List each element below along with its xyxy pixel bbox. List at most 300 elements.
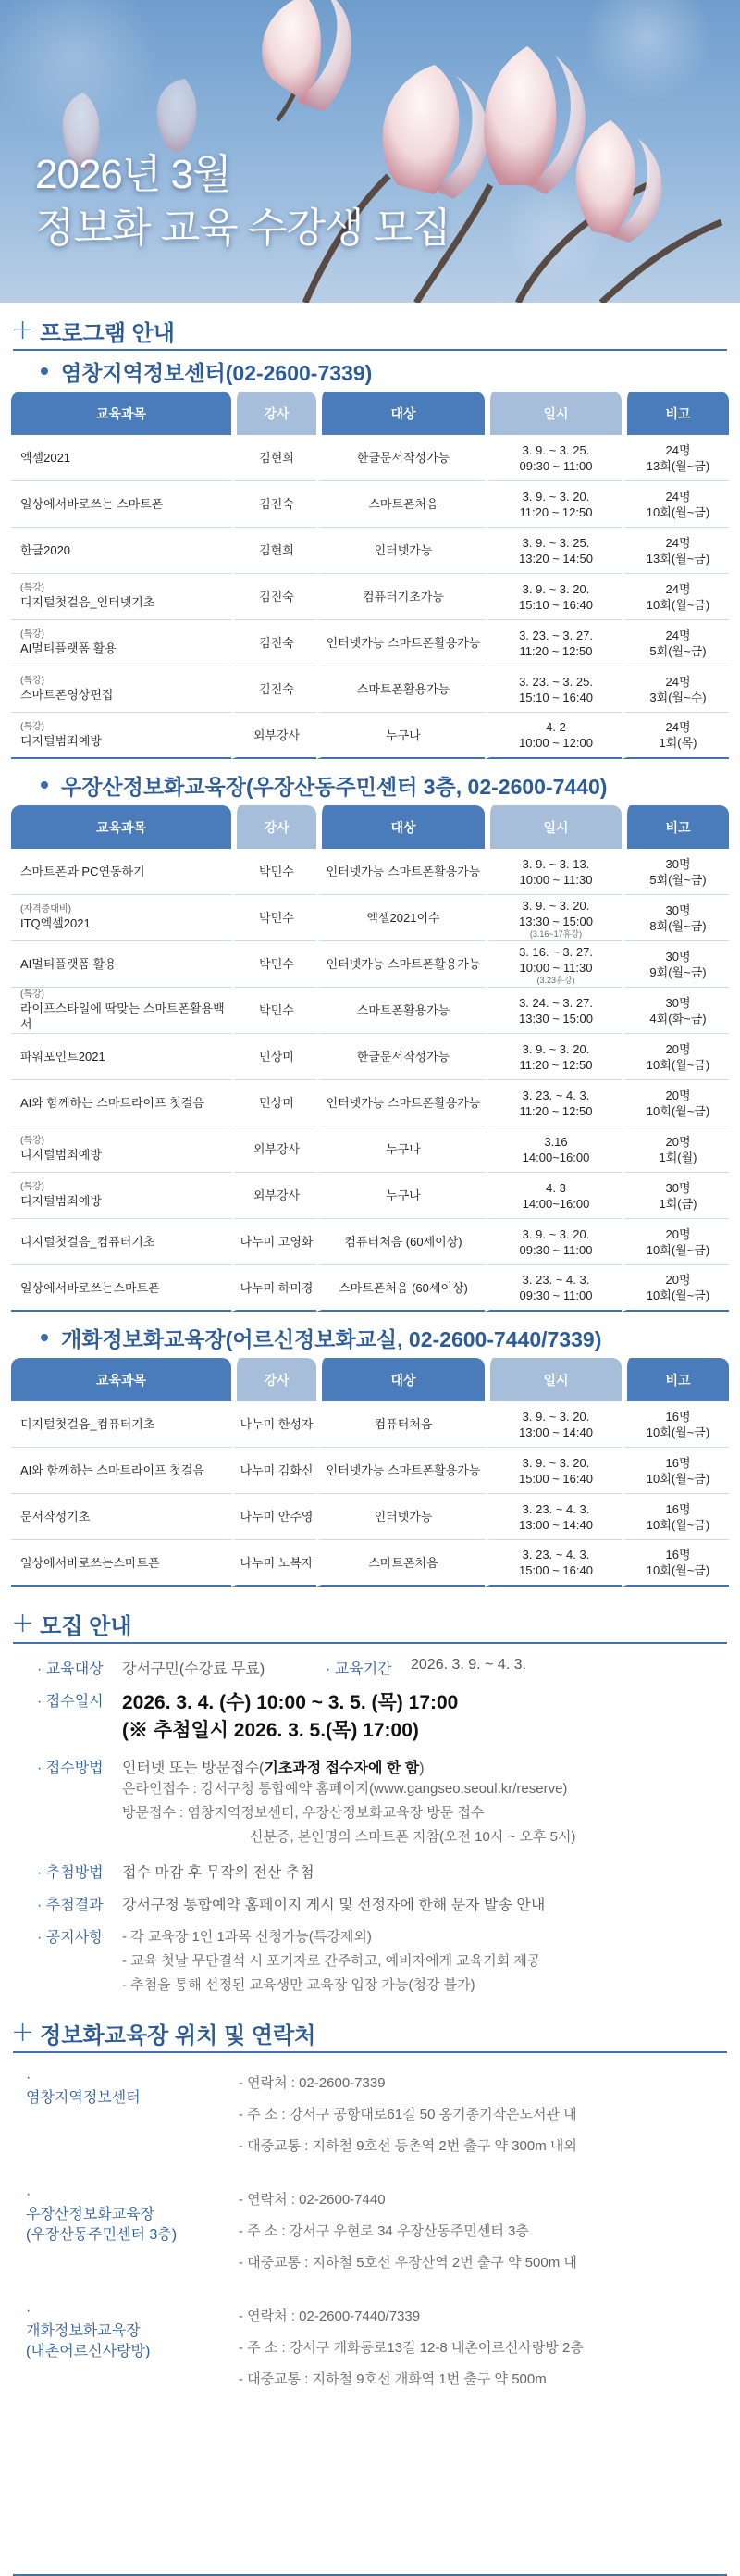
note-cell xyxy=(622,666,729,713)
teacher-cell: 외부강사 xyxy=(231,1173,316,1219)
schedule-time: 13:30 ~ 15:00 xyxy=(519,1011,593,1026)
sessions: 10회(월~금) xyxy=(646,1242,710,1257)
schedule-cell xyxy=(485,620,622,666)
target-cell: 스마트폰처음 xyxy=(316,481,485,528)
course-name: 디지털범죄예방 xyxy=(20,1148,102,1162)
program-heading: 프로그램 안내 xyxy=(40,320,175,346)
target-cell: 한글문서작성가능 xyxy=(316,435,485,481)
table-row xyxy=(11,481,729,528)
course-name: AI와 함께하는 스마트라이프 첫걸음 xyxy=(20,1096,204,1110)
schedule-cell xyxy=(485,528,622,574)
schedule-cell xyxy=(485,1494,622,1540)
course-cell xyxy=(11,1265,231,1312)
center-heading xyxy=(0,1317,740,1358)
column-header: 비고 xyxy=(622,1358,729,1401)
schedule-time: 15:00 ~ 16:40 xyxy=(519,1471,593,1486)
hero-title-line1: 2026년 3월 xyxy=(35,152,231,197)
locations-heading: 정보화교육장 위치 및 연락처 xyxy=(40,2022,316,2048)
recruit-section-header xyxy=(0,1605,740,1642)
table-header-row xyxy=(11,805,729,849)
course-cell xyxy=(11,528,231,574)
note-cell xyxy=(622,941,729,988)
course-name: 스마트폰영상편집 xyxy=(20,688,114,702)
capacity: 30명 xyxy=(665,1180,691,1195)
note-cell xyxy=(622,1080,729,1126)
table-row xyxy=(11,528,729,574)
schedule-date: 3. 23. ~ 4. 3. xyxy=(522,1501,590,1516)
table-header-row xyxy=(11,392,729,435)
teacher-cell: 김진숙 xyxy=(231,620,316,666)
schedule-date: 3. 9. ~ 3. 20. xyxy=(522,581,590,596)
sessions: 1회(월) xyxy=(659,1150,697,1164)
note-cell xyxy=(622,1173,729,1219)
teacher-cell: 나누미 고영화 xyxy=(231,1219,316,1265)
plus-icon: + xyxy=(11,2016,35,2048)
capacity: 24명 xyxy=(665,628,691,642)
draw-label: · 추첨방법 xyxy=(37,1860,122,1882)
table-row xyxy=(11,574,729,620)
location-phone: - 연락처 : 02-2600-7440/7339 xyxy=(239,2308,421,2324)
teacher-cell: 김진숙 xyxy=(231,481,316,528)
course-tag: (특강) xyxy=(20,583,44,593)
target-cell: 인터넷가능 스마트폰활용가능 xyxy=(316,849,485,895)
schedule-cell xyxy=(485,1540,622,1587)
teacher-cell: 박민수 xyxy=(231,895,316,941)
course-cell xyxy=(11,1494,231,1540)
schedule-cell xyxy=(485,1265,622,1312)
apply-label: · 접수일시 xyxy=(37,1689,122,1711)
location-item xyxy=(0,2301,740,2396)
course-name: 디지털범죄예방 xyxy=(20,733,102,748)
note-cell xyxy=(622,1219,729,1265)
table-row xyxy=(11,1080,729,1126)
course-name: 일상에서바로쓰는스마트폰 xyxy=(20,1280,160,1295)
location-address: - 주 소 : 강서구 개화동로13길 12-8 내촌어르신사랑방 2층 xyxy=(239,2340,584,2356)
sessions: 10회(월~금) xyxy=(646,1103,710,1118)
capacity: 30명 xyxy=(665,995,691,1010)
center-heading xyxy=(0,765,740,805)
table-row xyxy=(11,1540,729,1587)
result-value: 강서구청 통합예약 홈페이지 게시 및 선정자에 한해 문자 발송 안내 xyxy=(122,1898,546,1913)
location-name: · 염창지역정보센터 xyxy=(26,2090,141,2106)
schedule-date: 3. 9. ~ 3. 20. xyxy=(522,1226,590,1241)
schedule-note: (3.16~17휴강) xyxy=(529,928,583,939)
table-row xyxy=(11,988,729,1034)
note-cell xyxy=(622,1126,729,1173)
target-cell: 인터넷가능 스마트폰활용가능 xyxy=(316,941,485,988)
note-cell xyxy=(622,849,729,895)
schedule-date: 3. 9. ~ 3. 20. xyxy=(522,1041,590,1056)
schedule-date: 3. 9. ~ 3. 25. xyxy=(522,442,590,457)
schedule-time: 10:00 ~ 11:30 xyxy=(519,872,593,887)
course-table xyxy=(11,392,729,759)
teacher-cell: 나누미 노복자 xyxy=(231,1540,316,1587)
course-name: 디지털범죄예방 xyxy=(20,1194,102,1208)
capacity: 20명 xyxy=(665,1088,691,1102)
target-cell: 인터넷가능 xyxy=(316,1494,485,1540)
course-tag: (특강) xyxy=(20,721,44,732)
schedule-date: 3. 23. ~ 4. 3. xyxy=(522,1088,590,1102)
target-cell: 인터넷가능 스마트폰활용가능 xyxy=(316,1448,485,1494)
table-row xyxy=(11,666,729,713)
schedule-date: 3. 9. ~ 3. 20. xyxy=(522,489,590,504)
schedule-date: 3. 23. ~ 3. 25. xyxy=(519,674,593,689)
schedule-cell xyxy=(485,1173,622,1219)
target-cell: 누구나 xyxy=(316,1173,485,1219)
capacity: 24명 xyxy=(665,581,691,596)
method-label: · 접수방법 xyxy=(37,1756,122,1777)
locations-list xyxy=(0,2068,740,2396)
notice-item: - 각 교육장 1인 1과목 신청가능(특강제외) xyxy=(122,1929,372,1945)
table-row xyxy=(11,1265,729,1312)
sessions: 10회(월~금) xyxy=(646,1057,710,1072)
course-cell xyxy=(11,1173,231,1219)
note-cell xyxy=(622,528,729,574)
sessions: 8회(월~금) xyxy=(649,918,707,933)
capacity: 24명 xyxy=(665,674,691,689)
bullet-icon xyxy=(41,781,48,789)
course-cell xyxy=(11,941,231,988)
sessions: 4회(화~금) xyxy=(649,1011,707,1026)
period-value: 2026. 3. 9. ~ 4. 3. xyxy=(411,1657,526,1673)
bullet-icon xyxy=(41,1334,48,1341)
table-row xyxy=(11,1126,729,1173)
sessions: 1회(목) xyxy=(659,736,697,750)
schedule-date: 3. 23. ~ 3. 27. xyxy=(519,628,593,642)
target-cell: 스마트폰활용가능 xyxy=(316,988,485,1034)
schedule-date: 4. 2 xyxy=(546,720,566,734)
course-name: 라이프스타일에 딱맞는 스마트폰활용백서 xyxy=(20,1001,225,1031)
capacity: 20명 xyxy=(665,1273,691,1287)
course-cell xyxy=(11,849,231,895)
table-header-row xyxy=(11,1358,729,1401)
course-table xyxy=(11,805,729,1312)
course-cell xyxy=(11,666,231,713)
note-cell xyxy=(622,1540,729,1587)
sessions: 10회(월~금) xyxy=(646,1471,710,1486)
apply-note: (※ 추첨일시 2026. 3. 5.(목) 17:00) xyxy=(122,1720,419,1741)
course-cell xyxy=(11,620,231,666)
column-header: 대상 xyxy=(316,392,485,435)
teacher-cell: 김진숙 xyxy=(231,574,316,620)
note-cell xyxy=(622,1034,729,1080)
hero-title-line2: 정보화 교육 수강생 모집 xyxy=(35,205,450,251)
course-tag: (특강) xyxy=(20,1136,44,1146)
schedule-date: 3. 9. ~ 3. 20. xyxy=(522,1455,590,1470)
recruit-heading: 모집 안내 xyxy=(40,1613,132,1639)
table-row xyxy=(11,1173,729,1219)
course-name: 문서작성기초 xyxy=(20,1510,91,1524)
note-cell xyxy=(622,1401,729,1448)
schedule-cell xyxy=(485,849,622,895)
location-subname: (내촌어르신사랑방) xyxy=(26,2344,151,2359)
column-header: 일시 xyxy=(485,392,622,435)
teacher-cell: 나누미 김화신 xyxy=(231,1448,316,1494)
program-centers xyxy=(0,351,740,1592)
schedule-time: 11:20 ~ 12:50 xyxy=(519,1103,593,1118)
column-header: 대상 xyxy=(316,805,485,849)
target-cell: 인터넷가능 스마트폰활용가능 xyxy=(316,1080,485,1126)
plus-icon: + xyxy=(11,314,35,346)
period-label: · 교육기간 xyxy=(326,1657,411,1678)
schedule-cell xyxy=(485,481,622,528)
sessions: 10회(월~금) xyxy=(646,1563,710,1577)
column-header: 비고 xyxy=(622,805,729,849)
course-cell xyxy=(11,435,231,481)
teacher-cell: 외부강사 xyxy=(231,1126,316,1173)
target-label: · 교육대상 xyxy=(37,1657,122,1678)
course-tag: (특강) xyxy=(20,1182,44,1192)
sessions: 10회(월~금) xyxy=(646,504,710,519)
teacher-cell: 박민수 xyxy=(231,941,316,988)
teacher-cell: 민상미 xyxy=(231,1034,316,1080)
course-cell xyxy=(11,481,231,528)
table-row xyxy=(11,1034,729,1080)
schedule-time: 09:30 ~ 11:00 xyxy=(519,1288,593,1302)
table-row xyxy=(11,895,729,941)
sessions: 10회(월~금) xyxy=(646,1517,710,1532)
recruit-info xyxy=(0,1644,740,1997)
course-name: ITQ엑셀2021 xyxy=(20,916,91,930)
target-cell: 한글문서작성가능 xyxy=(316,1034,485,1080)
location-traffic: - 대중교통 : 지하철 5호선 우장산역 2번 출구 약 500m 내 xyxy=(239,2255,577,2271)
schedule-time: 10:00 ~ 12:00 xyxy=(519,736,593,750)
visit-note: 신분증, 본인명의 스마트폰 지참(오전 10시 ~ 오후 5시) xyxy=(250,1829,576,1845)
schedule-time: 09:30 ~ 11:00 xyxy=(519,458,593,473)
course-name: 일상에서바로쓰는 스마트폰 xyxy=(20,497,164,511)
table-row xyxy=(11,1494,729,1540)
teacher-cell: 외부강사 xyxy=(231,713,316,759)
notice-item: - 추첨을 통해 선정된 교육생만 교육장 입장 가능(청강 불가) xyxy=(122,1977,475,1993)
schedule-date: 3. 23. ~ 4. 3. xyxy=(522,1548,590,1562)
course-name: AI와 함께하는 스마트라이프 첫걸음 xyxy=(20,1463,204,1477)
course-name: 스마트폰과 PC연동하기 xyxy=(20,865,145,878)
column-header: 일시 xyxy=(485,805,622,849)
note-cell xyxy=(622,1265,729,1312)
plus-icon: + xyxy=(11,1607,35,1639)
method-bold: 기초과정 접수자에 한 함 xyxy=(264,1761,420,1776)
method-value: 인터넷 또는 방문접수( xyxy=(122,1761,265,1776)
target-cell: 컴퓨터처음 xyxy=(316,1401,485,1448)
schedule-date: 3. 9. ~ 3. 25. xyxy=(522,535,590,550)
capacity: 16명 xyxy=(665,1501,691,1516)
column-header: 강사 xyxy=(231,1358,316,1401)
program-section-header xyxy=(0,312,740,349)
course-cell xyxy=(11,1034,231,1080)
target-cell: 누구나 xyxy=(316,1126,485,1173)
location-item xyxy=(0,2184,740,2279)
location-traffic: - 대중교통 : 지하철 9호선 등촌역 2번 출구 약 300m 내외 xyxy=(239,2138,577,2154)
location-address: - 주 소 : 강서구 우현로 34 우장산동주민센터 3층 xyxy=(239,2223,529,2239)
sessions: 9회(월~금) xyxy=(649,964,707,979)
teacher-cell: 나누미 안주영 xyxy=(231,1494,316,1540)
schedule-cell xyxy=(485,1219,622,1265)
teacher-cell: 박민수 xyxy=(231,988,316,1034)
capacity: 30명 xyxy=(665,902,691,917)
schedule-time: 14:00~16:00 xyxy=(522,1150,590,1164)
course-tag: (특강) xyxy=(20,989,44,1000)
schedule-note: (3.23휴강) xyxy=(536,975,575,985)
table-row xyxy=(11,849,729,895)
schedule-cell xyxy=(485,666,622,713)
schedule-time: 13:30 ~ 15:00 xyxy=(519,914,593,928)
course-name: AI멀티플랫폼 활용 xyxy=(20,641,117,655)
center-title: 우장산정보화교육장(우장산동주민센터 3층, 02-2600-7440) xyxy=(61,774,608,799)
schedule-cell xyxy=(485,574,622,620)
result-label: · 추첨결과 xyxy=(37,1893,122,1914)
target-cell: 컴퓨터처음 (60세이상) xyxy=(316,1219,485,1265)
column-header: 비고 xyxy=(622,392,729,435)
target-cell: 컴퓨터기초가능 xyxy=(316,574,485,620)
teacher-cell: 박민수 xyxy=(231,849,316,895)
target-cell: 엑셀2021이수 xyxy=(316,895,485,941)
target-cell: 스마트폰처음 xyxy=(316,1540,485,1587)
course-cell xyxy=(11,1080,231,1126)
teacher-cell: 김현희 xyxy=(231,528,316,574)
teacher-cell: 김진숙 xyxy=(231,666,316,713)
target-value: 강서구민(수강료 무료) xyxy=(122,1661,265,1677)
note-cell xyxy=(622,1448,729,1494)
note-cell xyxy=(622,988,729,1034)
schedule-cell xyxy=(485,1080,622,1126)
table-row xyxy=(11,1401,729,1448)
note-cell xyxy=(622,435,729,481)
schedule-time: 13:00 ~ 14:40 xyxy=(519,1517,593,1532)
note-cell xyxy=(622,620,729,666)
course-name: 파워포인트2021 xyxy=(20,1050,105,1064)
teacher-cell: 김현희 xyxy=(231,435,316,481)
sessions: 5회(월~금) xyxy=(649,872,707,887)
method-close: ) xyxy=(419,1761,425,1776)
schedule-cell xyxy=(485,895,622,941)
course-name: 엑셀2021 xyxy=(20,451,71,465)
notice-item: - 교육 첫날 무단결석 시 포기자로 간주하고, 예비자에게 교육기회 제공 xyxy=(122,1953,541,1969)
schedule-time: 10:00 ~ 11:30 xyxy=(519,960,593,975)
note-cell xyxy=(622,713,729,759)
column-header: 교육과목 xyxy=(11,392,231,435)
teacher-cell: 민상미 xyxy=(231,1080,316,1126)
center-heading xyxy=(0,351,740,392)
capacity: 24명 xyxy=(665,535,691,550)
schedule-cell xyxy=(485,713,622,759)
apply-value: 2026. 3. 4. (수) 10:00 ~ 3. 5. (목) 17:00 xyxy=(122,1692,459,1713)
note-cell xyxy=(622,481,729,528)
course-cell xyxy=(11,1401,231,1448)
schedule-time: 11:20 ~ 12:50 xyxy=(519,643,593,658)
column-header: 강사 xyxy=(231,805,316,849)
capacity: 24명 xyxy=(665,489,691,504)
sessions: 5회(월~금) xyxy=(649,643,707,658)
target-cell: 스마트폰처음 (60세이상) xyxy=(316,1265,485,1312)
schedule-date: 3. 9. ~ 3. 13. xyxy=(522,856,590,871)
schedule-date: 4. 3 xyxy=(546,1180,566,1195)
course-cell xyxy=(11,713,231,759)
column-header: 대상 xyxy=(316,1358,485,1401)
location-subname: (우장산동주민센터 3층) xyxy=(26,2227,178,2243)
schedule-time: 09:30 ~ 11:00 xyxy=(519,1242,593,1257)
capacity: 16명 xyxy=(665,1409,691,1424)
schedule-cell xyxy=(485,1448,622,1494)
schedule-time: 14:00~16:00 xyxy=(522,1196,590,1211)
location-name: · 개화정보화교육장 xyxy=(26,2323,141,2339)
location-address: - 주 소 : 강서구 공항대로61길 50 옹기종기작은도서관 내 xyxy=(239,2107,577,2122)
schedule-time: 15:10 ~ 16:40 xyxy=(519,690,593,704)
schedule-date: 3. 16. ~ 3. 27. xyxy=(519,944,593,959)
schedule-date: 3. 24. ~ 3. 27. xyxy=(519,995,593,1010)
capacity: 20명 xyxy=(665,1041,691,1056)
schedule-time: 11:20 ~ 12:50 xyxy=(519,504,593,519)
course-name: 디지털첫걸음_인터넷기초 xyxy=(20,595,155,609)
capacity: 24명 xyxy=(665,442,691,457)
note-cell xyxy=(622,895,729,941)
course-tag: (자격증대비) xyxy=(20,904,71,915)
bullet-icon xyxy=(41,367,48,375)
column-header: 일시 xyxy=(485,1358,622,1401)
target-cell: 스마트폰활용가능 xyxy=(316,666,485,713)
table-row xyxy=(11,1219,729,1265)
location-name: · 우장산정보화교육장 xyxy=(26,2207,155,2222)
schedule-cell xyxy=(485,435,622,481)
center-title: 개화정보화교육장(어르신정보화교실, 02-2600-7440/7339) xyxy=(61,1326,602,1351)
notice-label: · 공지사항 xyxy=(37,1925,122,1947)
sessions: 3회(월~수) xyxy=(649,690,707,704)
table-row xyxy=(11,620,729,666)
sessions: 10회(월~금) xyxy=(646,1425,710,1439)
table-row xyxy=(11,435,729,481)
table-row xyxy=(11,713,729,759)
course-name: 한글2020 xyxy=(20,543,71,557)
teacher-cell: 나누미 한성자 xyxy=(231,1401,316,1448)
table-row xyxy=(11,941,729,988)
capacity: 30명 xyxy=(665,949,691,964)
capacity: 16명 xyxy=(665,1548,691,1562)
course-cell xyxy=(11,1126,231,1173)
location-phone: - 연락처 : 02-2600-7440 xyxy=(239,2192,386,2208)
sessions: 13회(월~금) xyxy=(646,458,710,473)
schedule-date: 3. 9. ~ 3. 20. xyxy=(522,1409,590,1424)
table-row xyxy=(11,1448,729,1494)
schedule-time: 13:00 ~ 14:40 xyxy=(519,1425,593,1439)
column-header: 교육과목 xyxy=(11,1358,231,1401)
capacity: 30명 xyxy=(665,856,691,871)
course-tag: (특강) xyxy=(20,676,44,686)
course-name: 디지털첫걸음_컴퓨터기초 xyxy=(20,1235,155,1249)
target-cell: 인터넷가능 xyxy=(316,528,485,574)
center-title: 염창지역정보센터(02-2600-7339) xyxy=(61,360,373,385)
course-cell xyxy=(11,1448,231,1494)
schedule-date: 3.16 xyxy=(544,1134,568,1149)
capacity: 20명 xyxy=(665,1226,691,1241)
location-item xyxy=(0,2068,740,2162)
capacity: 16명 xyxy=(665,1455,691,1470)
draw-value: 접수 마감 후 무작위 전산 추첨 xyxy=(122,1865,314,1881)
column-header: 교육과목 xyxy=(11,805,231,849)
course-cell xyxy=(11,574,231,620)
course-cell xyxy=(11,988,231,1034)
schedule-cell xyxy=(485,988,622,1034)
schedule-time: 11:20 ~ 12:50 xyxy=(519,1057,593,1072)
schedule-time: 13:20 ~ 14:50 xyxy=(519,551,593,566)
sessions: 10회(월~금) xyxy=(646,597,710,612)
schedule-time: 15:00 ~ 16:40 xyxy=(519,1563,593,1577)
locations-section-header xyxy=(0,2014,740,2051)
visit-reception: 방문접수 : 염창지역정보센터, 우장산정보화교육장 방문 접수 xyxy=(122,1805,485,1821)
schedule-time: 15:10 ~ 16:40 xyxy=(519,597,593,612)
schedule-cell xyxy=(485,1401,622,1448)
course-cell xyxy=(11,895,231,941)
sessions: 13회(월~금) xyxy=(646,551,710,566)
course-cell xyxy=(11,1219,231,1265)
